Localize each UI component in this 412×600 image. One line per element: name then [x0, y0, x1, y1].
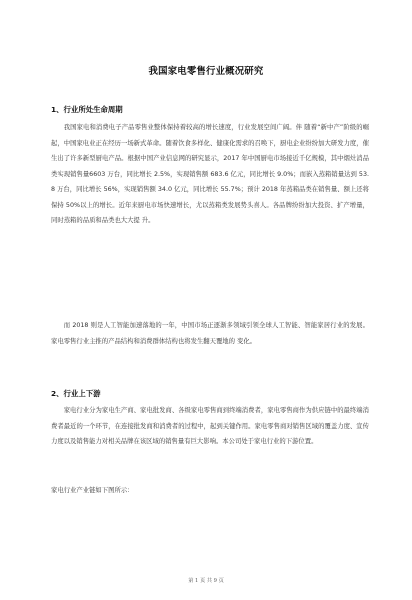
- section-heading-lifecycle: 1、行业所处生命周期: [51, 105, 123, 114]
- paragraph-ai: 而 2018 则是人工智能加速落地的一年，中国市场正逐渐多领域引领全球人工智能、智能家居行业的发展。家电零售行业主推的产品结构和消费群体结构也将发生翻天覆地的 变化。: [51, 322, 369, 345]
- section-heading-supply-chain: 2、行业上下游: [51, 389, 101, 398]
- paragraph-lifecycle: 我国家电和消费电子产品零售业整体保持着较高的增长速度，行业发展空间广阔。伴 随着“新中产”阶级的崛起，中国家电业正在经历一场新式革命。随着饮食多样化、健康化需求的召唤下，厨电企业纷纷加大研发力度，催生出了许多新型厨电产品。根据中国产业信息网的研究显示，2017 年中国厨电市场接近千亿规模，其中烟灶消品类实现销售量6603 万台，同比增长 2.5%，实现销售额 683.6 亿元，同比增长 9.0%；而嵌入蒸箱销量达到 53.8 万台，同比增长 56%，实现销售额 34.0 亿元，同比增长 55.7%；预计 2018 年蒸箱品类在销售量、额上还将保持 50%以上的增长。近年来厨电市场快速增长，尤以蒸箱类发展势头喜人。各品牌纷纷加大投资、扩产增量，同时蒸箱的品质和品类也大大提 升。: [51, 124, 369, 224]
- document-title: 我国家电零售行业概况研究: [148, 66, 264, 77]
- paragraph-supply-chain: 家电行业分为家电生产商、家电批发商、各级家电零售商到终端消费者，家电零售商作为供应链中的最终端消费者最近的一个环节，在连接批发商和消费者的过程中，起到关键作用。家电零售商对销售区域的覆盖力度、宣传力度以及销售能力对相关品牌在该区域的销售量有巨大影响。本公司处于家电行业的下游位置。: [51, 407, 369, 445]
- paragraph-chain-intro: 家电行业产业链如下图所示：: [51, 487, 134, 494]
- page-footer: 第 1 页 共 9 页: [188, 578, 224, 584]
